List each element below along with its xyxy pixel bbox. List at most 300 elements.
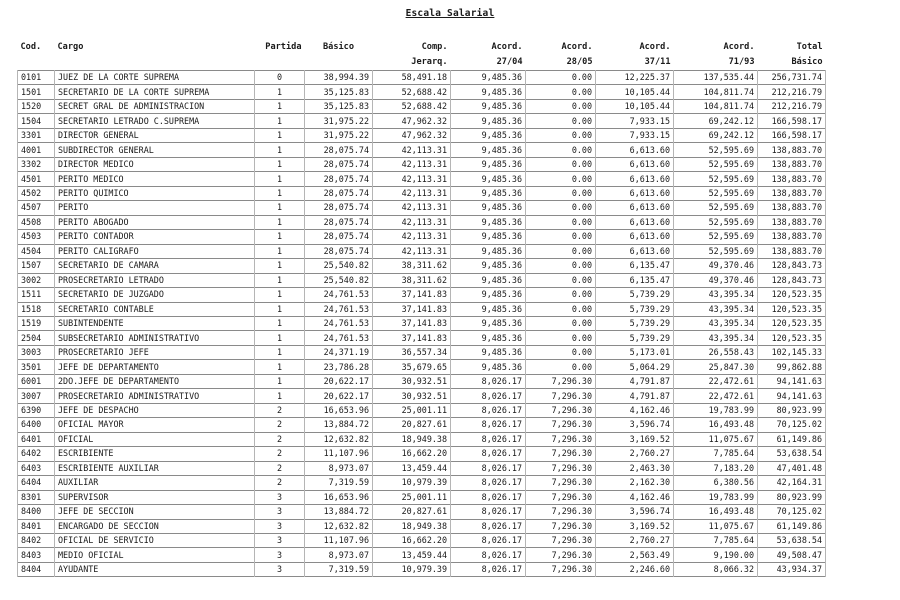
- cargo-cell: DIRECTOR GENERAL: [55, 128, 255, 142]
- acord-71-93-cell: 11,075.67: [674, 432, 758, 446]
- acord-37-11-cell: 6,613.60: [596, 157, 674, 171]
- total-basico-cell: 49,508.47: [758, 548, 826, 562]
- cod-cell: 4508: [18, 215, 55, 229]
- table-row: [18, 244, 826, 258]
- acord-37-11-cell: 3,169.52: [596, 519, 674, 533]
- partida-cell: 1: [255, 259, 305, 273]
- acord-37-11-cell: 10,105.44: [596, 85, 674, 99]
- acord-37-11-cell: 12,225.37: [596, 71, 674, 85]
- cod-cell: 4001: [18, 143, 55, 157]
- cod-cell: 1504: [18, 114, 55, 128]
- acord-28-05-cell: 7,296.30: [526, 447, 596, 461]
- table-row: [18, 432, 826, 446]
- basico-cell: 28,075.74: [305, 201, 373, 215]
- acord-27-04-cell: 9,485.36: [451, 273, 526, 287]
- cargo-cell: AUXILIAR: [55, 476, 255, 490]
- comp-jerarq-cell: 16,662.20: [373, 447, 451, 461]
- acord-28-05-cell: 0.00: [526, 288, 596, 302]
- acord-28-05-cell: 7,296.30: [526, 534, 596, 548]
- acord-71-93-cell: 104,811.74: [674, 99, 758, 113]
- acord-71-93-cell: 22,472.61: [674, 389, 758, 403]
- basico-cell: 24,761.53: [305, 302, 373, 316]
- acord-37-11-cell: 6,613.60: [596, 215, 674, 229]
- acord-27-04-cell: 8,026.17: [451, 534, 526, 548]
- basico-cell: 23,786.28: [305, 360, 373, 374]
- acord-37-11-cell: 2,563.49: [596, 548, 674, 562]
- cod-cell: 4503: [18, 230, 55, 244]
- cargo-cell: OFICIAL MAYOR: [55, 418, 255, 432]
- comp-jerarq-cell: 37,141.83: [373, 288, 451, 302]
- table-row: [18, 490, 826, 504]
- acord-71-93-cell: 52,595.69: [674, 215, 758, 229]
- acord-27-04-cell: 8,026.17: [451, 374, 526, 388]
- partida-cell: 1: [255, 302, 305, 316]
- partida-cell: 1: [255, 201, 305, 215]
- cargo-cell: JUEZ DE LA CORTE SUPREMA: [55, 71, 255, 85]
- comp-jerarq-cell: 42,113.31: [373, 186, 451, 200]
- basico-cell: 24,761.53: [305, 316, 373, 330]
- table-row: [18, 360, 826, 374]
- acord-28-05-cell: 0.00: [526, 302, 596, 316]
- cod-cell: 3007: [18, 389, 55, 403]
- cod-cell: 8401: [18, 519, 55, 533]
- basico-cell: 16,653.96: [305, 490, 373, 504]
- acord-71-93-cell: 52,595.69: [674, 244, 758, 258]
- basico-cell: 11,107.96: [305, 447, 373, 461]
- partida-cell: 1: [255, 273, 305, 287]
- salary-table-body: [18, 71, 826, 577]
- cod-cell: 3003: [18, 345, 55, 359]
- comp-jerarq-cell: 47,962.32: [373, 128, 451, 142]
- acord-28-05-cell: 7,296.30: [526, 490, 596, 504]
- partida-cell: 1: [255, 172, 305, 186]
- header-acord-37-11: Acord. 37/11: [639, 42, 671, 67]
- cod-cell: 3301: [18, 128, 55, 142]
- acord-71-93-cell: 19,783.99: [674, 403, 758, 417]
- basico-cell: 28,075.74: [305, 172, 373, 186]
- acord-27-04-cell: 9,485.36: [451, 157, 526, 171]
- partida-cell: 1: [255, 316, 305, 330]
- table-row: [18, 302, 826, 316]
- cod-cell: 1511: [18, 288, 55, 302]
- partida-cell: 1: [255, 230, 305, 244]
- acord-27-04-cell: 9,485.36: [451, 186, 526, 200]
- acord-28-05-cell: 0.00: [526, 316, 596, 330]
- total-basico-cell: 42,164.31: [758, 476, 826, 490]
- basico-cell: 20,622.17: [305, 374, 373, 388]
- acord-27-04-cell: 9,485.36: [451, 331, 526, 345]
- basico-cell: 11,107.96: [305, 534, 373, 548]
- comp-jerarq-cell: 35,679.65: [373, 360, 451, 374]
- comp-jerarq-cell: 58,491.18: [373, 71, 451, 85]
- acord-71-93-cell: 69,242.12: [674, 128, 758, 142]
- comp-jerarq-cell: 52,688.42: [373, 99, 451, 113]
- total-basico-cell: 166,598.17: [758, 114, 826, 128]
- acord-37-11-cell: 6,135.47: [596, 259, 674, 273]
- cargo-cell: SECRETARIO DE CAMARA: [55, 259, 255, 273]
- cargo-cell: ESCRIBIENTE: [55, 447, 255, 461]
- acord-37-11-cell: 5,739.29: [596, 302, 674, 316]
- table-row: [18, 389, 826, 403]
- acord-37-11-cell: 5,064.29: [596, 360, 674, 374]
- acord-37-11-cell: 4,791.87: [596, 389, 674, 403]
- acord-27-04-cell: 8,026.17: [451, 505, 526, 519]
- basico-cell: 13,884.72: [305, 418, 373, 432]
- acord-71-93-cell: 8,066.32: [674, 562, 758, 576]
- cargo-cell: DIRECTOR MEDICO: [55, 157, 255, 171]
- acord-28-05-cell: 0.00: [526, 186, 596, 200]
- cod-cell: 1501: [18, 85, 55, 99]
- acord-28-05-cell: 0.00: [526, 71, 596, 85]
- cod-cell: 8301: [18, 490, 55, 504]
- cod-cell: 6403: [18, 461, 55, 475]
- table-row: [18, 186, 826, 200]
- table-row: [18, 345, 826, 359]
- total-basico-cell: 166,598.17: [758, 128, 826, 142]
- basico-cell: 7,319.59: [305, 476, 373, 490]
- cargo-cell: SECRETARIO DE LA CORTE SUPREMA: [55, 85, 255, 99]
- total-basico-cell: 43,934.37: [758, 562, 826, 576]
- total-basico-cell: 53,638.54: [758, 534, 826, 548]
- acord-28-05-cell: 7,296.30: [526, 389, 596, 403]
- acord-27-04-cell: 8,026.17: [451, 403, 526, 417]
- total-basico-cell: 61,149.86: [758, 519, 826, 533]
- acord-71-93-cell: 52,595.69: [674, 201, 758, 215]
- acord-27-04-cell: 9,485.36: [451, 288, 526, 302]
- table-row: [18, 562, 826, 576]
- total-basico-cell: 70,125.02: [758, 418, 826, 432]
- cargo-cell: 2DO.JEFE DE DEPARTAMENTO: [55, 374, 255, 388]
- acord-28-05-cell: 0.00: [526, 215, 596, 229]
- comp-jerarq-cell: 42,113.31: [373, 143, 451, 157]
- basico-cell: 31,975.22: [305, 128, 373, 142]
- total-basico-cell: 53,638.54: [758, 447, 826, 461]
- comp-jerarq-cell: 47,962.32: [373, 114, 451, 128]
- basico-cell: 28,075.74: [305, 143, 373, 157]
- partida-cell: 3: [255, 505, 305, 519]
- table-header-row: [18, 40, 826, 71]
- acord-28-05-cell: 0.00: [526, 244, 596, 258]
- comp-jerarq-cell: 20,827.61: [373, 418, 451, 432]
- acord-71-93-cell: 7,785.64: [674, 534, 758, 548]
- acord-28-05-cell: 0.00: [526, 99, 596, 113]
- basico-cell: 20,622.17: [305, 389, 373, 403]
- acord-28-05-cell: 0.00: [526, 230, 596, 244]
- table-row: [18, 114, 826, 128]
- cargo-cell: SECRETARIO LETRADO C.SUPREMA: [55, 114, 255, 128]
- partida-cell: 2: [255, 432, 305, 446]
- acord-28-05-cell: 7,296.30: [526, 562, 596, 576]
- partida-cell: 1: [255, 186, 305, 200]
- acord-27-04-cell: 9,485.36: [451, 114, 526, 128]
- total-basico-cell: 70,125.02: [758, 505, 826, 519]
- comp-jerarq-cell: 18,949.38: [373, 519, 451, 533]
- table-row: [18, 85, 826, 99]
- cod-cell: 6401: [18, 432, 55, 446]
- acord-37-11-cell: 2,463.30: [596, 461, 674, 475]
- header-partida: Partida: [265, 42, 302, 52]
- partida-cell: 3: [255, 534, 305, 548]
- comp-jerarq-cell: 10,979.39: [373, 476, 451, 490]
- cod-cell: 6400: [18, 418, 55, 432]
- basico-cell: 24,761.53: [305, 331, 373, 345]
- basico-cell: 35,125.83: [305, 85, 373, 99]
- cargo-cell: PERITO MEDICO: [55, 172, 255, 186]
- document-title: Escala Salarial: [405, 8, 495, 19]
- acord-37-11-cell: 6,613.60: [596, 143, 674, 157]
- header-comp-jerarq: Comp. Jerarq.: [411, 42, 448, 67]
- cod-cell: 8403: [18, 548, 55, 562]
- basico-cell: 7,319.59: [305, 562, 373, 576]
- acord-71-93-cell: 69,242.12: [674, 114, 758, 128]
- acord-71-93-cell: 6,380.56: [674, 476, 758, 490]
- acord-27-04-cell: 8,026.17: [451, 490, 526, 504]
- comp-jerarq-cell: 18,949.38: [373, 432, 451, 446]
- acord-37-11-cell: 2,246.60: [596, 562, 674, 576]
- acord-37-11-cell: 2,162.30: [596, 476, 674, 490]
- acord-28-05-cell: 0.00: [526, 128, 596, 142]
- acord-71-93-cell: 26,558.43: [674, 345, 758, 359]
- acord-71-93-cell: 104,811.74: [674, 85, 758, 99]
- acord-37-11-cell: 3,596.74: [596, 418, 674, 432]
- cargo-cell: PROSECRETARIO ADMINISTRATIVO: [55, 389, 255, 403]
- acord-71-93-cell: 43,395.34: [674, 316, 758, 330]
- table-row: [18, 172, 826, 186]
- cargo-cell: SECRETARIO CONTABLE: [55, 302, 255, 316]
- cod-cell: 6001: [18, 374, 55, 388]
- partida-cell: 2: [255, 447, 305, 461]
- acord-37-11-cell: 10,105.44: [596, 99, 674, 113]
- acord-37-11-cell: 6,613.60: [596, 172, 674, 186]
- total-basico-cell: 138,883.70: [758, 215, 826, 229]
- acord-27-04-cell: 8,026.17: [451, 562, 526, 576]
- cargo-cell: OFICIAL DE SERVICIO: [55, 534, 255, 548]
- partida-cell: 1: [255, 114, 305, 128]
- cargo-cell: PERITO: [55, 201, 255, 215]
- cargo-cell: SECRETARIO DE JUZGADO: [55, 288, 255, 302]
- total-basico-cell: 138,883.70: [758, 230, 826, 244]
- acord-37-11-cell: 4,162.46: [596, 490, 674, 504]
- cod-cell: 1520: [18, 99, 55, 113]
- acord-71-93-cell: 11,075.67: [674, 519, 758, 533]
- acord-37-11-cell: 2,760.27: [596, 447, 674, 461]
- acord-71-93-cell: 9,190.00: [674, 548, 758, 562]
- basico-cell: 12,632.82: [305, 519, 373, 533]
- acord-71-93-cell: 52,595.69: [674, 143, 758, 157]
- total-basico-cell: 47,401.48: [758, 461, 826, 475]
- acord-27-04-cell: 9,485.36: [451, 172, 526, 186]
- cargo-cell: SUBSECRETARIO ADMINISTRATIVO: [55, 331, 255, 345]
- cod-cell: 1518: [18, 302, 55, 316]
- acord-27-04-cell: 8,026.17: [451, 418, 526, 432]
- acord-28-05-cell: 0.00: [526, 114, 596, 128]
- cod-cell: 6402: [18, 447, 55, 461]
- cargo-cell: JEFE DE DEPARTAMENTO: [55, 360, 255, 374]
- basico-cell: 28,075.74: [305, 230, 373, 244]
- total-basico-cell: 138,883.70: [758, 201, 826, 215]
- comp-jerarq-cell: 38,311.62: [373, 273, 451, 287]
- acord-71-93-cell: 16,493.48: [674, 418, 758, 432]
- cargo-cell: AYUDANTE: [55, 562, 255, 576]
- total-basico-cell: 94,141.63: [758, 389, 826, 403]
- cod-cell: 4507: [18, 201, 55, 215]
- acord-27-04-cell: 9,485.36: [451, 230, 526, 244]
- cargo-cell: SUPERVISOR: [55, 490, 255, 504]
- total-basico-cell: 120,523.35: [758, 331, 826, 345]
- total-basico-cell: 120,523.35: [758, 316, 826, 330]
- partida-cell: 1: [255, 345, 305, 359]
- cargo-cell: MEDIO OFICIAL: [55, 548, 255, 562]
- acord-71-93-cell: 49,370.46: [674, 259, 758, 273]
- partida-cell: 3: [255, 519, 305, 533]
- acord-28-05-cell: 7,296.30: [526, 505, 596, 519]
- acord-27-04-cell: 8,026.17: [451, 461, 526, 475]
- partida-cell: 2: [255, 461, 305, 475]
- partida-cell: 1: [255, 374, 305, 388]
- comp-jerarq-cell: 10,979.39: [373, 562, 451, 576]
- table-row: [18, 447, 826, 461]
- acord-28-05-cell: 7,296.30: [526, 476, 596, 490]
- total-basico-cell: 99,862.88: [758, 360, 826, 374]
- acord-27-04-cell: 8,026.17: [451, 447, 526, 461]
- comp-jerarq-cell: 13,459.44: [373, 461, 451, 475]
- total-basico-cell: 128,843.73: [758, 259, 826, 273]
- basico-cell: 35,125.83: [305, 99, 373, 113]
- cod-cell: 1519: [18, 316, 55, 330]
- acord-37-11-cell: 2,760.27: [596, 534, 674, 548]
- comp-jerarq-cell: 20,827.61: [373, 505, 451, 519]
- partida-cell: 1: [255, 143, 305, 157]
- comp-jerarq-cell: 30,932.51: [373, 374, 451, 388]
- total-basico-cell: 138,883.70: [758, 244, 826, 258]
- table-row: [18, 288, 826, 302]
- basico-cell: 28,075.74: [305, 186, 373, 200]
- acord-28-05-cell: 0.00: [526, 273, 596, 287]
- total-basico-cell: 212,216.79: [758, 85, 826, 99]
- acord-37-11-cell: 5,739.29: [596, 288, 674, 302]
- acord-28-05-cell: 7,296.30: [526, 461, 596, 475]
- total-basico-cell: 138,883.70: [758, 143, 826, 157]
- acord-71-93-cell: 7,183.20: [674, 461, 758, 475]
- comp-jerarq-cell: 25,001.11: [373, 490, 451, 504]
- total-basico-cell: 212,216.79: [758, 99, 826, 113]
- table-row: [18, 331, 826, 345]
- acord-27-04-cell: 9,485.36: [451, 143, 526, 157]
- basico-cell: 8,973.07: [305, 548, 373, 562]
- acord-27-04-cell: 9,485.36: [451, 345, 526, 359]
- acord-27-04-cell: 9,485.36: [451, 99, 526, 113]
- cargo-cell: PROSECRETARIO LETRADO: [55, 273, 255, 287]
- basico-cell: 12,632.82: [305, 432, 373, 446]
- cod-cell: 6390: [18, 403, 55, 417]
- table-row: [18, 505, 826, 519]
- comp-jerarq-cell: 37,141.83: [373, 316, 451, 330]
- acord-27-04-cell: 9,485.36: [451, 128, 526, 142]
- acord-27-04-cell: 8,026.17: [451, 548, 526, 562]
- acord-37-11-cell: 7,933.15: [596, 128, 674, 142]
- cargo-cell: JEFE DE SECCION: [55, 505, 255, 519]
- basico-cell: 28,075.74: [305, 244, 373, 258]
- comp-jerarq-cell: 36,557.34: [373, 345, 451, 359]
- cod-cell: 6404: [18, 476, 55, 490]
- basico-cell: 16,653.96: [305, 403, 373, 417]
- partida-cell: 1: [255, 360, 305, 374]
- table-row: [18, 316, 826, 330]
- table-row: [18, 201, 826, 215]
- acord-27-04-cell: 9,485.36: [451, 71, 526, 85]
- acord-71-93-cell: 16,493.48: [674, 505, 758, 519]
- cod-cell: 3002: [18, 273, 55, 287]
- partida-cell: 1: [255, 157, 305, 171]
- acord-28-05-cell: 7,296.30: [526, 403, 596, 417]
- table-row: [18, 476, 826, 490]
- partida-cell: 1: [255, 244, 305, 258]
- total-basico-cell: 138,883.70: [758, 186, 826, 200]
- acord-28-05-cell: 0.00: [526, 360, 596, 374]
- cargo-cell: SECRET GRAL DE ADMINISTRACION: [55, 99, 255, 113]
- acord-71-93-cell: 7,785.64: [674, 447, 758, 461]
- table-row: [18, 157, 826, 171]
- cargo-cell: ENCARGADO DE SECCION: [55, 519, 255, 533]
- acord-71-93-cell: 22,472.61: [674, 374, 758, 388]
- cargo-cell: ESCRIBIENTE AUXILIAR: [55, 461, 255, 475]
- acord-37-11-cell: 3,169.52: [596, 432, 674, 446]
- comp-jerarq-cell: 52,688.42: [373, 85, 451, 99]
- acord-28-05-cell: 0.00: [526, 259, 596, 273]
- cod-cell: 0101: [18, 71, 55, 85]
- salary-table: [17, 40, 826, 577]
- total-basico-cell: 256,731.74: [758, 71, 826, 85]
- partida-cell: 3: [255, 548, 305, 562]
- total-basico-cell: 120,523.35: [758, 302, 826, 316]
- acord-28-05-cell: 7,296.30: [526, 432, 596, 446]
- table-row: [18, 273, 826, 287]
- partida-cell: 1: [255, 85, 305, 99]
- acord-71-93-cell: 43,395.34: [674, 288, 758, 302]
- cod-cell: 1507: [18, 259, 55, 273]
- acord-28-05-cell: 0.00: [526, 331, 596, 345]
- header-cargo: Cargo: [57, 42, 84, 52]
- acord-37-11-cell: 6,613.60: [596, 244, 674, 258]
- partida-cell: 0: [255, 71, 305, 85]
- total-basico-cell: 120,523.35: [758, 288, 826, 302]
- acord-27-04-cell: 8,026.17: [451, 476, 526, 490]
- acord-71-93-cell: 137,535.44: [674, 71, 758, 85]
- acord-37-11-cell: 6,613.60: [596, 186, 674, 200]
- acord-37-11-cell: 6,613.60: [596, 201, 674, 215]
- total-basico-cell: 80,923.99: [758, 403, 826, 417]
- cod-cell: 8404: [18, 562, 55, 576]
- comp-jerarq-cell: 42,113.31: [373, 244, 451, 258]
- acord-28-05-cell: 7,296.30: [526, 418, 596, 432]
- table-row: [18, 259, 826, 273]
- table-row: [18, 403, 826, 417]
- cod-cell: 4504: [18, 244, 55, 258]
- cod-cell: 2504: [18, 331, 55, 345]
- acord-27-04-cell: 9,485.36: [451, 215, 526, 229]
- header-acord-71-93: Acord. 71/93: [723, 42, 755, 67]
- acord-71-93-cell: 43,395.34: [674, 331, 758, 345]
- acord-27-04-cell: 8,026.17: [451, 432, 526, 446]
- total-basico-cell: 94,141.63: [758, 374, 826, 388]
- cargo-cell: PERITO CONTADOR: [55, 230, 255, 244]
- acord-37-11-cell: 3,596.74: [596, 505, 674, 519]
- total-basico-cell: 138,883.70: [758, 157, 826, 171]
- cargo-cell: OFICIAL: [55, 432, 255, 446]
- acord-37-11-cell: 4,791.87: [596, 374, 674, 388]
- comp-jerarq-cell: 42,113.31: [373, 201, 451, 215]
- header-cod: Cod.: [20, 42, 42, 52]
